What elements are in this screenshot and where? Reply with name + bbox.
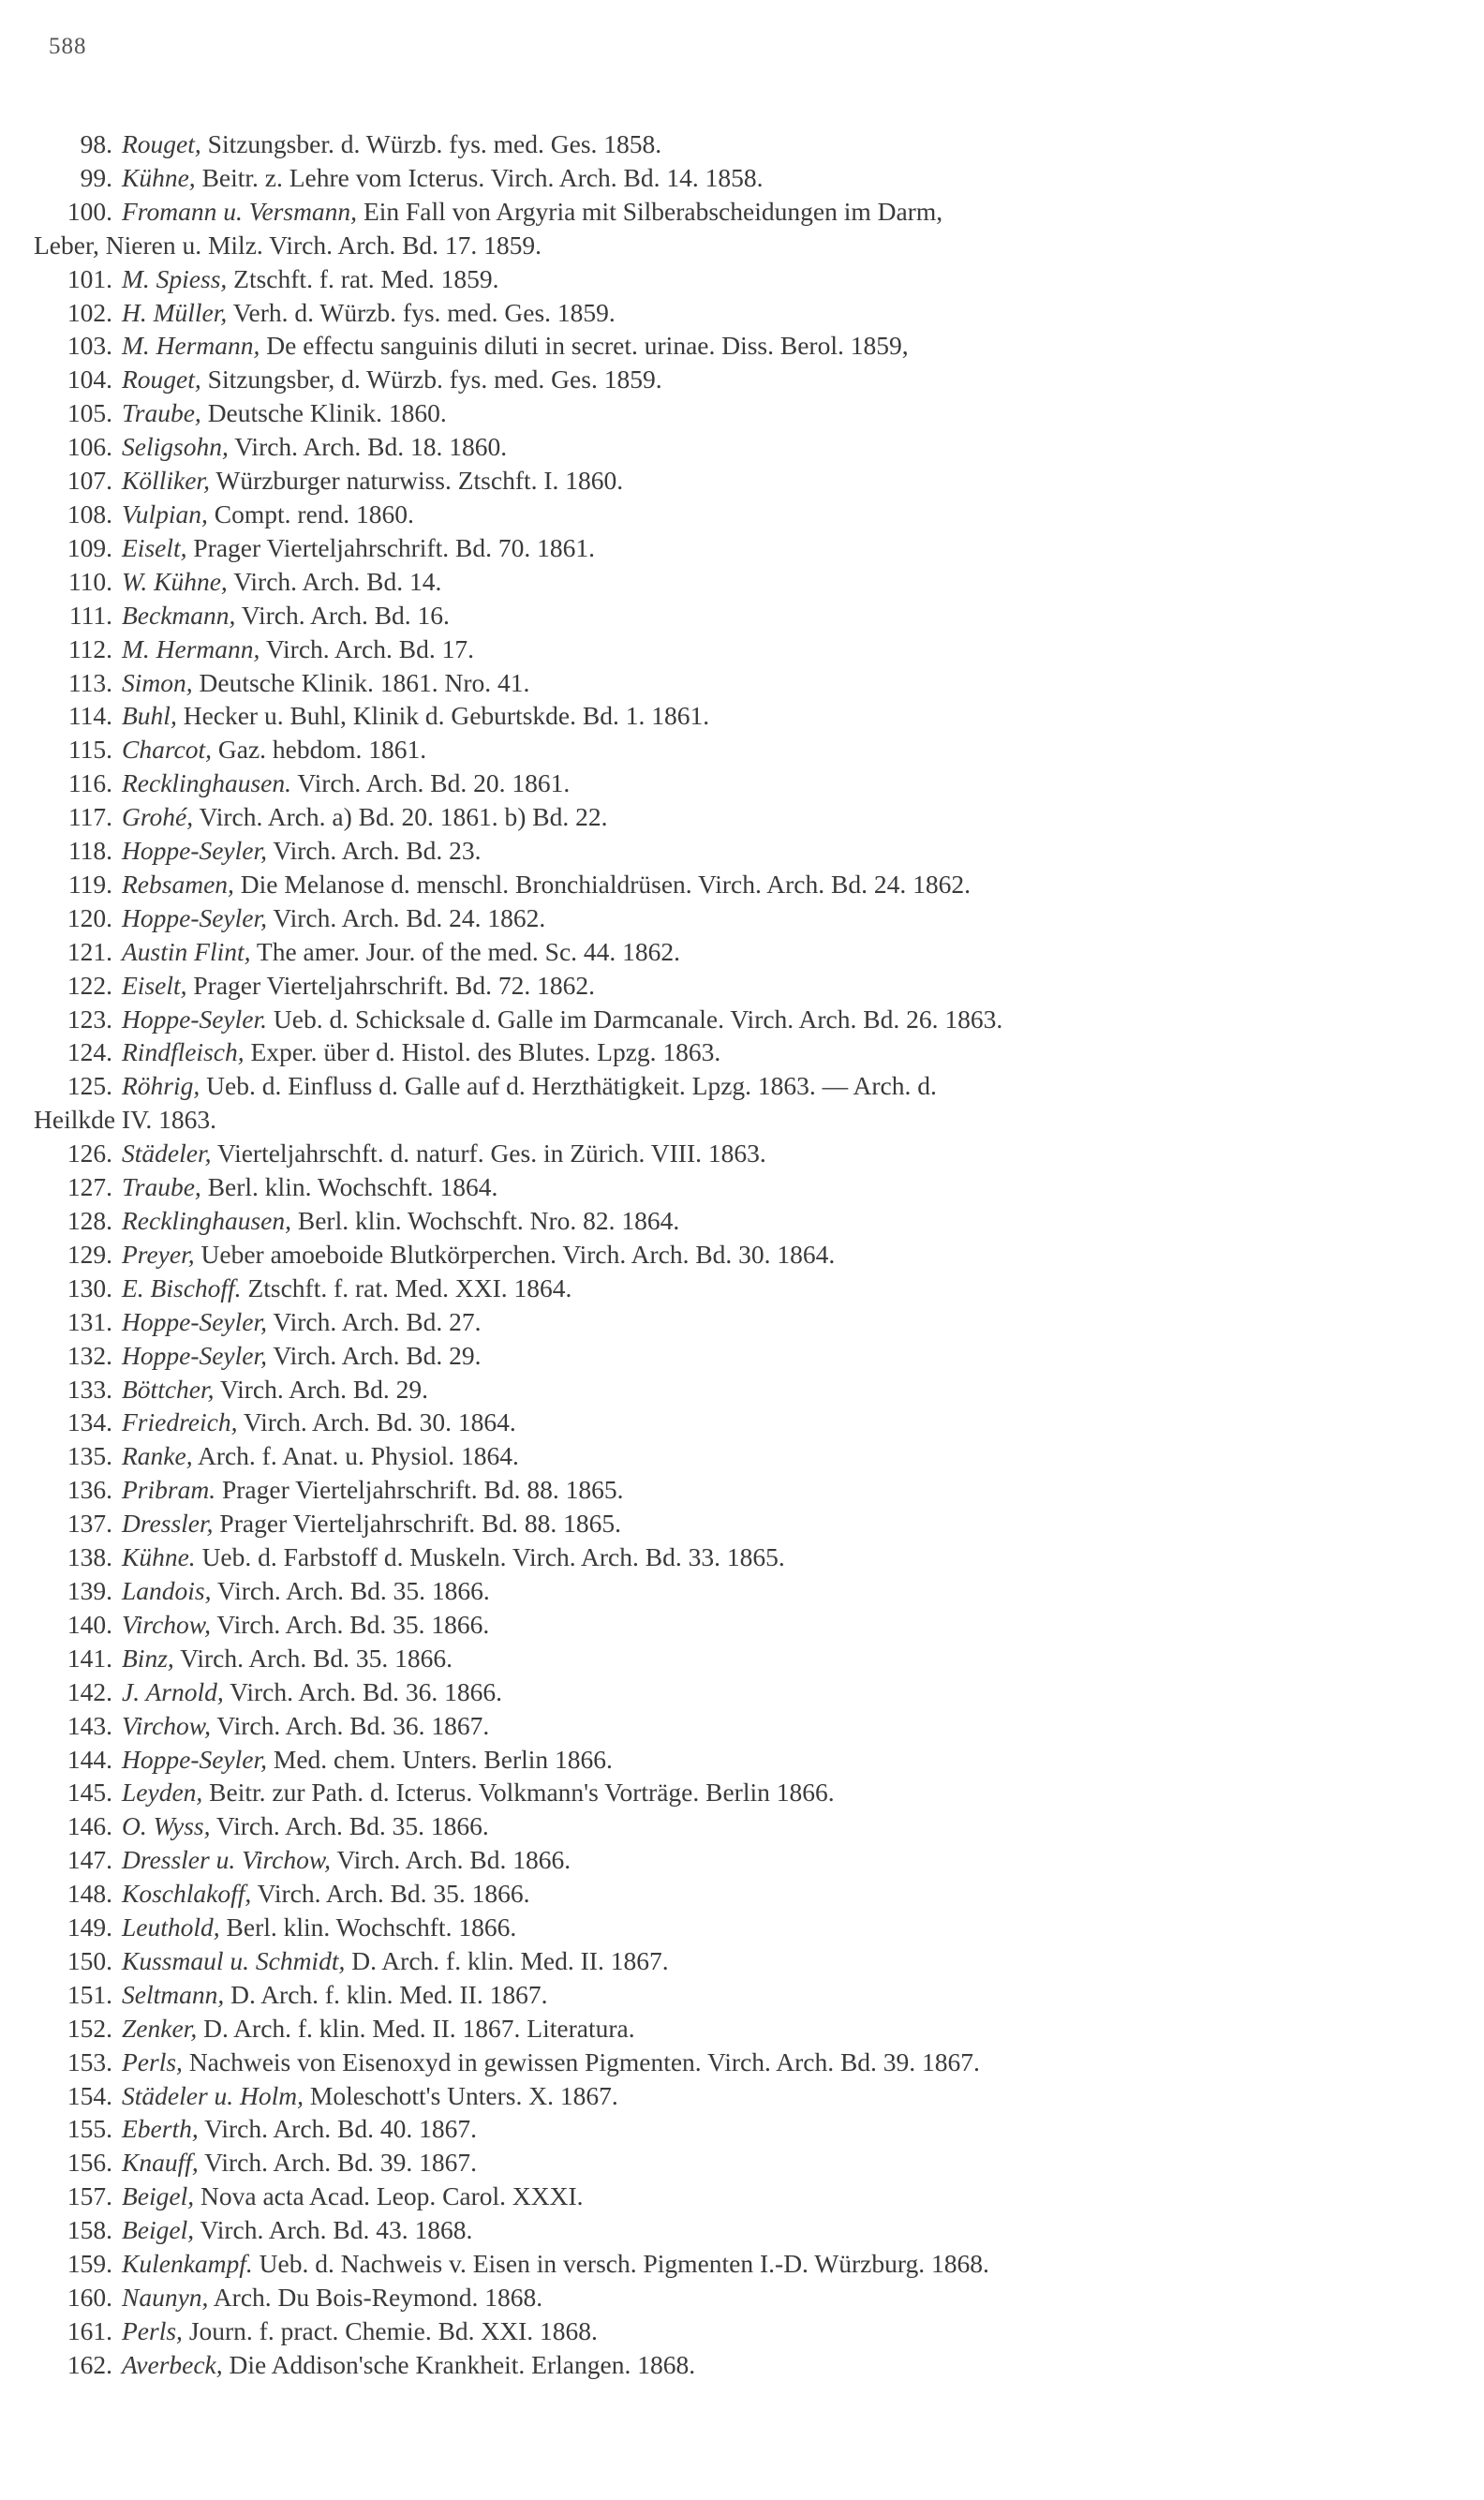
reference-number: 162. (67, 2349, 112, 2379)
reference-entry (0, 161, 1484, 195)
reference-text: Nova acta Acad. Leop. Carol. XXXI. (200, 2181, 584, 2211)
reference-number: 158. (67, 2215, 112, 2245)
reference-author: Pribram. (122, 1475, 216, 1505)
reference-text: Ueber amoeboide Blutkörperchen. Virch. Arch. Bd. 30. 1864. (200, 1239, 836, 1269)
reference-number: 99. (80, 162, 112, 192)
reference-entry (0, 766, 1484, 800)
reference-entry (0, 363, 1484, 396)
reference-entry (0, 1540, 1484, 1574)
reference-author: Charcot, (122, 735, 212, 765)
reference-number: 133. (67, 1374, 112, 1404)
reference-entry (0, 1170, 1484, 1204)
reference-entry (0, 632, 1484, 666)
reference-text: Virch. Arch. Bd. 29. (219, 1374, 429, 1404)
reference-text: Gaz. hebdom. 1861. (217, 735, 427, 765)
reference-text: D. Arch. f. klin. Med. II. 1867. (351, 1945, 669, 1975)
reference-author: W. Kühne, (122, 566, 228, 596)
reference-number: 143. (67, 1710, 112, 1740)
reference-text: The amer. Jour. of the med. Sc. 44. 1862. (256, 936, 681, 966)
reference-number: 139. (67, 1575, 112, 1605)
reference-entry (0, 1507, 1484, 1540)
page-number: 588 (49, 34, 87, 59)
reference-author: Rouget, (122, 129, 201, 158)
reference-number: 155. (67, 2114, 112, 2144)
reference-author: Averbeck, (122, 2349, 223, 2379)
reference-entry (0, 1204, 1484, 1238)
reference-author: Leyden, (122, 1778, 203, 1808)
reference-entry (0, 1809, 1484, 1843)
reference-text: Prager Vierteljahrschrift. Bd. 70. 1861. (193, 532, 595, 562)
reference-author: Beckmann, (122, 600, 236, 630)
reference-author: Rebsamen, (122, 869, 234, 899)
reference-entry (0, 329, 1484, 363)
reference-number: 159. (67, 2249, 112, 2279)
reference-number: 114. (67, 701, 112, 731)
reference-author: Eberth, (122, 2114, 199, 2144)
reference-number: 124. (67, 1037, 112, 1067)
reference-number: 144. (67, 1744, 112, 1774)
reference-number: 107. (67, 466, 112, 496)
reference-text: Virch. Arch. Bd. 14. (233, 566, 442, 596)
reference-author: Fromann u. Versmann, (122, 196, 358, 226)
reference-author: Ranke, (122, 1441, 193, 1471)
reference-number: 112. (67, 633, 112, 663)
reference-text: Die Addison'sche Krankheit. Erlangen. 1868. (229, 2349, 696, 2379)
reference-text: Virch. Arch. Bd. 39. 1867. (204, 2148, 478, 2178)
reference-entry (0, 565, 1484, 599)
reference-entry (0, 1137, 1484, 1170)
reference-author: H. Müller, (122, 297, 228, 327)
reference-number: 154. (67, 2080, 112, 2110)
reference-text: Berl. klin. Wochschft. 1866. (226, 1912, 517, 1942)
reference-entry (0, 1911, 1484, 1944)
reference-text: Prager Vierteljahrschrift. Bd. 88. 1865. (221, 1475, 624, 1505)
reference-entry (0, 1843, 1484, 1877)
reference-author: Hoppe-Seyler, (122, 1306, 268, 1336)
reference-author: Koschlakoff, (122, 1879, 252, 1909)
reference-author: Städeler u. Holm, (122, 2080, 304, 2110)
reference-number: 148. (67, 1879, 112, 1909)
reference-text: Compt. rend. 1860. (214, 499, 414, 528)
reference-author: Leuthold, (122, 1912, 220, 1942)
reference-author: Rindfleisch, (122, 1037, 245, 1067)
reference-author: Recklinghausen, (122, 1206, 291, 1235)
reference-author: Traube, (122, 398, 201, 428)
reference-author: Simon, (122, 667, 193, 697)
reference-number: 102. (67, 297, 112, 327)
reference-entry (0, 2348, 1484, 2382)
reference-entry (0, 935, 1484, 969)
reference-number: 113. (67, 667, 112, 697)
reference-text: Virch. Arch. Bd. 35. 1866. (257, 1879, 530, 1909)
reference-text: Virch. Arch. Bd. 36. 1867. (216, 1710, 490, 1740)
reference-author: Kühne. (122, 1542, 196, 1572)
reference-author: Eiselt, (122, 532, 187, 562)
reference-text: Vierteljahrschft. d. naturf. Ges. in Zürich. VIII. 1863. (216, 1138, 766, 1168)
reference-text: Virch. Arch. Bd. 20. 1861. (297, 768, 571, 798)
reference-number: 123. (67, 1004, 112, 1034)
reference-number: 140. (67, 1609, 112, 1639)
reference-number: 136. (67, 1475, 112, 1505)
reference-author: Hoppe-Seyler, (122, 836, 268, 866)
reference-number: 146. (67, 1811, 112, 1841)
reference-entry (0, 1406, 1484, 1439)
reference-number: 108. (67, 499, 112, 528)
reference-entry (0, 1238, 1484, 1272)
reference-entry (0, 396, 1484, 430)
reference-author: Kussmaul u. Schmidt, (122, 1945, 346, 1975)
reference-text: Virch. Arch. Bd. 27. (273, 1306, 482, 1336)
reference-number: 111. (68, 600, 112, 630)
reference-text: Virch. Arch. Bd. 40. 1867. (204, 2114, 478, 2144)
reference-number: 127. (67, 1172, 112, 1202)
reference-author: Buhl, (122, 701, 177, 731)
reference-entry (0, 1003, 1484, 1036)
reference-number: 126. (67, 1138, 112, 1168)
reference-number: 150. (67, 1945, 112, 1975)
reference-text: Die Melanose d. menschl. Bronchialdrüsen. Virch. Arch. Bd. 24. 1862. (240, 869, 971, 899)
reference-entry (0, 2112, 1484, 2146)
reference-text: Virch. Arch. a) Bd. 20. 1861. b) Bd. 22. (199, 802, 608, 832)
reference-entry (0, 1473, 1484, 1507)
reference-number: 120. (67, 902, 112, 932)
reference-text: Ein Fall von Argyria mit Silberabscheidungen im Darm, (363, 196, 943, 226)
reference-number: 153. (67, 2046, 112, 2076)
reference-entry (0, 2281, 1484, 2314)
reference-number: 152. (67, 2013, 112, 2043)
reference-number: 160. (67, 2283, 112, 2312)
reference-number: 147. (67, 1845, 112, 1875)
reference-number: 141. (67, 1643, 112, 1673)
reference-entry (0, 1272, 1484, 1305)
reference-author: Hoppe-Seyler. (122, 1004, 268, 1034)
reference-number: 149. (67, 1912, 112, 1942)
reference-text: Virch. Arch. Bd. 1866. (336, 1845, 571, 1875)
reference-entry (0, 868, 1484, 901)
reference-author: Perls, (122, 2046, 183, 2076)
reference-entry (0, 2180, 1484, 2213)
reference-author: Kühne, (122, 162, 196, 192)
reference-entry (0, 127, 1484, 161)
reference-text: Ueb. d. Schicksale d. Galle im Darmcanale. Virch. Arch. Bd. 26. 1863. (273, 1004, 1003, 1034)
reference-number: 131. (67, 1306, 112, 1336)
reference-text: Exper. über d. Histol. des Blutes. Lpzg. 1863. (250, 1037, 721, 1067)
reference-text: Berl. klin. Wochschft. 1864. (207, 1172, 498, 1202)
reference-author: Seltmann, (122, 1979, 225, 2009)
reference-author: Friedreich, (122, 1407, 238, 1437)
reference-entry (0, 1776, 1484, 1809)
reference-author: Hoppe-Seyler, (122, 902, 268, 932)
reference-entry (0, 1035, 1484, 1069)
reference-text: Beitr. zur Path. d. Icterus. Volkmann's Vorträge. Berlin 1866. (209, 1778, 835, 1808)
reference-entry (0, 1574, 1484, 1608)
reference-text: Virch. Arch. Bd. 23. (273, 836, 482, 866)
reference-text: Prager Vierteljahrschrift. Bd. 88. 1865. (219, 1509, 621, 1539)
reference-text: Ueb. d. Nachweis v. Eisen in versch. Pigmenten I.-D. Würzburg. 1868. (259, 2249, 989, 2279)
reference-text: Berl. klin. Wochschft. Nro. 82. 1864. (297, 1206, 680, 1235)
reference-author: Vulpian, (122, 499, 208, 528)
reference-number: 157. (67, 2181, 112, 2211)
reference-author: Virchow, (122, 1710, 211, 1740)
reference-entry (0, 195, 1484, 262)
reference-number: 118. (67, 836, 112, 866)
reference-text: Virch. Arch. Bd. 16. (241, 600, 450, 630)
reference-author: Kulenkampf. (122, 2249, 253, 2279)
reference-text: Virch. Arch. Bd. 35. 1866. (215, 1811, 489, 1841)
reference-number: 100. (67, 196, 112, 226)
reference-text: Moleschott's Unters. X. 1867. (309, 2080, 618, 2110)
reference-entry (0, 430, 1484, 464)
reference-number: 121. (67, 936, 112, 966)
reference-text: Virch. Arch. Bd. 35. 1866. (216, 1575, 490, 1605)
reference-author: Dressler, (122, 1509, 214, 1539)
reference-entry (0, 531, 1484, 565)
reference-number: 117. (67, 802, 112, 832)
reference-author: M. Hermann, (122, 331, 260, 361)
reference-number: 130. (67, 1272, 112, 1302)
reference-author: Naunyn, (122, 2283, 209, 2312)
reference-entry (0, 1069, 1484, 1137)
reference-author: Städeler, (122, 1138, 212, 1168)
reference-author: Austin Flint, (122, 936, 251, 966)
reference-author: Röhrig, (122, 1071, 200, 1101)
reference-number: 101. (67, 263, 112, 293)
reference-entry (0, 2046, 1484, 2079)
reference-text: Prager Vierteljahrschrift. Bd. 72. 1862. (193, 970, 595, 1000)
reference-author: J. Arnold, (122, 1676, 224, 1706)
reference-number: 142. (67, 1676, 112, 1706)
reference-text: D. Arch. f. klin. Med. II. 1867. (230, 1979, 548, 2009)
reference-entry (0, 1743, 1484, 1777)
reference-author: Beigel, (122, 2181, 195, 2211)
reference-entry (0, 699, 1484, 733)
reference-number: 119. (67, 869, 112, 899)
reference-author: Dressler u. Virchow, (122, 1845, 332, 1875)
reference-entry (0, 1978, 1484, 2012)
reference-text: Beitr. z. Lehre vom Icterus. Virch. Arch. Bd. 14. 1858. (201, 162, 764, 192)
reference-entry (0, 733, 1484, 766)
reference-number: 161. (67, 2315, 112, 2345)
reference-entry (0, 1373, 1484, 1406)
reference-author: Kölliker, (122, 466, 210, 496)
reference-text: Virch. Arch. Bd. 43. 1868. (200, 2215, 473, 2245)
reference-number: 98. (80, 129, 112, 158)
reference-entry (0, 262, 1484, 296)
reference-list (0, 127, 1484, 2382)
reference-number: 109. (67, 532, 112, 562)
reference-text: Journ. f. pract. Chemie. Bd. XXI. 1868. (188, 2315, 598, 2345)
reference-number: 115. (67, 735, 112, 765)
reference-entry (0, 800, 1484, 834)
reference-number: 103. (67, 331, 112, 361)
reference-entry (0, 901, 1484, 935)
reference-entry (0, 834, 1484, 868)
reference-text: Verh. d. Würzb. fys. med. Ges. 1859. (232, 297, 616, 327)
reference-number: 138. (67, 1542, 112, 1572)
reference-text: Virch. Arch. Bd. 36. 1866. (230, 1676, 503, 1706)
reference-number: 129. (67, 1239, 112, 1269)
reference-text: Virch. Arch. Bd. 17. (265, 633, 474, 663)
reference-entry (0, 1608, 1484, 1642)
reference-entry (0, 2146, 1484, 2180)
reference-author: Knauff, (122, 2148, 199, 2178)
reference-author: M. Hermann, (122, 633, 260, 663)
reference-entry (0, 1339, 1484, 1373)
reference-author: E. Bischoff. (122, 1272, 242, 1302)
reference-entry (0, 2012, 1484, 2046)
reference-text: Sitzungsber, d. Würzb. fys. med. Ges. 1859. (207, 365, 662, 394)
reference-number: 122. (67, 970, 112, 1000)
reference-entry (0, 1305, 1484, 1339)
reference-entry (0, 296, 1484, 330)
reference-text: Arch. Du Bois-Reymond. 1868. (213, 2283, 543, 2312)
reference-author: Landois, (122, 1575, 212, 1605)
reference-text: Deutsche Klinik. 1860. (207, 398, 447, 428)
reference-entry (0, 2079, 1484, 2113)
reference-number: 132. (67, 1340, 112, 1370)
reference-entry (0, 2213, 1484, 2247)
reference-text: Virch. Arch. Bd. 30. 1864. (243, 1407, 516, 1437)
reference-number: 137. (67, 1509, 112, 1539)
reference-author: Recklinghausen. (122, 768, 291, 798)
reference-author: Virchow, (122, 1609, 211, 1639)
reference-continuation: Leber, Nieren u. Milz. Virch. Arch. Bd. 17. 1859. (34, 230, 542, 260)
reference-text: Ztschft. f. rat. Med. 1859. (233, 263, 499, 293)
reference-author: Beigel, (122, 2215, 195, 2245)
reference-text: De effectu sanguinis diluti in secret. urinae. Diss. Berol. 1859, (266, 331, 909, 361)
reference-text: Med. chem. Unters. Berlin 1866. (273, 1744, 613, 1774)
reference-text: Virch. Arch. Bd. 18. 1860. (234, 432, 508, 462)
reference-entry (0, 1675, 1484, 1709)
reference-text: D. Arch. f. klin. Med. II. 1867. Literatura. (203, 2013, 635, 2043)
reference-text: Virch. Arch. Bd. 29. (273, 1340, 482, 1370)
reference-number: 128. (67, 1206, 112, 1235)
reference-number: 110. (67, 566, 112, 596)
reference-text: Virch. Arch. Bd. 35. 1866. (180, 1643, 453, 1673)
reference-continuation: Heilkde IV. 1863. (34, 1105, 217, 1135)
reference-number: 135. (67, 1441, 112, 1471)
reference-number: 125. (67, 1071, 112, 1101)
reference-number: 105. (67, 398, 112, 428)
reference-number: 116. (67, 768, 112, 798)
reference-author: Eiselt, (122, 970, 187, 1000)
reference-author: Traube, (122, 1172, 201, 1202)
reference-entry (0, 464, 1484, 498)
reference-entry (0, 1944, 1484, 1978)
reference-text: Sitzungsber. d. Würzb. fys. med. Ges. 1858. (207, 129, 662, 158)
reference-number: 156. (67, 2148, 112, 2178)
reference-author: Rouget, (122, 365, 201, 394)
reference-text: Hecker u. Buhl, Klinik d. Geburtskde. Bd. 1. 1861. (183, 701, 710, 731)
reference-entry (0, 1642, 1484, 1675)
reference-text: Nachweis von Eisenoxyd in gewissen Pigmenten. Virch. Arch. Bd. 39. 1867. (188, 2046, 980, 2076)
reference-author: Zenker, (122, 2013, 198, 2043)
reference-entry (0, 969, 1484, 1003)
reference-author: Hoppe-Seyler, (122, 1340, 268, 1370)
reference-text: Virch. Arch. Bd. 24. 1862. (273, 902, 546, 932)
reference-text: Arch. f. Anat. u. Physiol. 1864. (197, 1441, 519, 1471)
reference-number: 106. (67, 432, 112, 462)
reference-entry (0, 599, 1484, 632)
reference-author: Böttcher, (122, 1374, 215, 1404)
reference-text: Virch. Arch. Bd. 35. 1866. (216, 1609, 490, 1639)
reference-author: Hoppe-Seyler, (122, 1744, 268, 1774)
reference-entry (0, 1877, 1484, 1911)
reference-author: Perls, (122, 2315, 183, 2345)
reference-author: Preyer, (122, 1239, 195, 1269)
reference-text: Deutsche Klinik. 1861. Nro. 41. (199, 667, 530, 697)
reference-author: O. Wyss, (122, 1811, 211, 1841)
reference-number: 145. (67, 1778, 112, 1808)
reference-number: 104. (67, 365, 112, 394)
reference-entry (0, 2314, 1484, 2348)
reference-text: Ueb. d. Einfluss d. Galle auf d. Herzthätigkeit. Lpzg. 1863. — Arch. d. (206, 1071, 937, 1101)
reference-author: M. Spiess, (122, 263, 228, 293)
reference-number: 134. (67, 1407, 112, 1437)
reference-author: Grohé, (122, 802, 194, 832)
reference-entry (0, 666, 1484, 700)
reference-entry (0, 2247, 1484, 2281)
reference-author: Seligsohn, (122, 432, 229, 462)
reference-entry (0, 1439, 1484, 1473)
reference-author: Binz, (122, 1643, 174, 1673)
reference-text: Ueb. d. Farbstoff d. Muskeln. Virch. Arch. Bd. 33. 1865. (201, 1542, 785, 1572)
reference-number: 151. (67, 1979, 112, 2009)
reference-text: Würzburger naturwiss. Ztschft. I. 1860. (215, 466, 624, 496)
reference-text: Ztschft. f. rat. Med. XXI. 1864. (247, 1272, 572, 1302)
reference-entry (0, 498, 1484, 531)
reference-entry (0, 1709, 1484, 1743)
